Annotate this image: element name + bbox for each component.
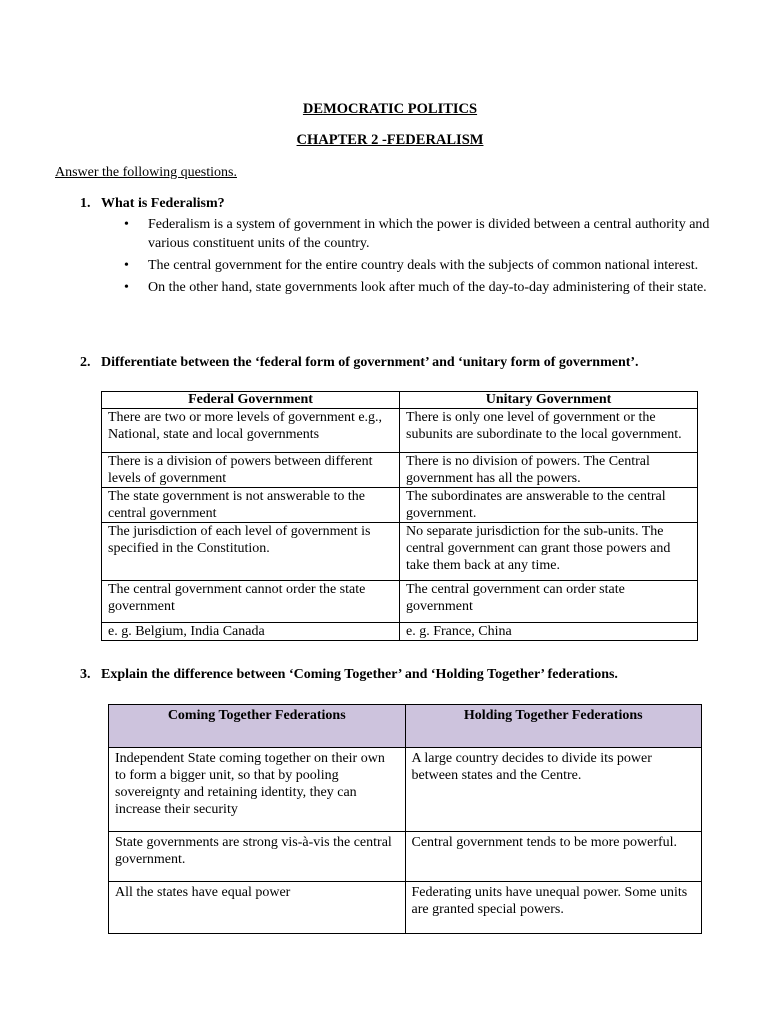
column-header: Coming Together Federations <box>109 705 406 748</box>
table-cell: e. g. France, China <box>400 623 698 641</box>
question-text: What is Federalism? <box>101 196 225 211</box>
table-cell: There is no division of powers. The Central government has all the powers. <box>400 453 698 488</box>
coming-vs-holding-together-table <box>108 704 702 934</box>
table-cell: e. g. Belgium, India Canada <box>102 623 400 641</box>
chapter-title: CHAPTER 2 -FEDERALISM <box>296 132 484 148</box>
table-cell: The central government cannot order the state government <box>102 581 400 623</box>
table-header-row <box>102 392 698 409</box>
table-row <box>109 882 702 934</box>
question-text: Explain the difference between ‘Coming Together’ and ‘Holding Together’ federations. <box>101 667 618 682</box>
table-row <box>109 832 702 882</box>
table-cell: Federating units have unequal power. Some units are granted special powers. <box>405 882 702 934</box>
table-cell: Independent State coming together on their own to form a bigger unit, so that by pooling sovereignty and retaining identity, they can increase their security <box>109 748 406 832</box>
answer-bullet-list <box>122 215 712 300</box>
table-row <box>102 581 698 623</box>
table-row <box>102 523 698 581</box>
question-number: 2. <box>80 355 91 370</box>
question-number: 1. <box>80 196 91 211</box>
question-3 <box>80 666 618 683</box>
table-row <box>102 623 698 641</box>
column-header: Unitary Government <box>400 392 698 409</box>
federal-vs-unitary-table <box>101 391 698 641</box>
table-cell: The jurisdiction of each level of government is specified in the Constitution. <box>102 523 400 581</box>
table-cell: State governments are strong vis-à-vis the central government. <box>109 832 406 882</box>
question-text: Differentiate between the ‘federal form of government’ and ‘unitary form of government’. <box>101 355 639 370</box>
document-title: DEMOCRATIC POLITICS <box>302 101 478 117</box>
table-header-row <box>109 705 702 748</box>
question-number: 3. <box>80 667 91 682</box>
column-header: Federal Government <box>102 392 400 409</box>
table-cell: There is a division of powers between different levels of government <box>102 453 400 488</box>
table-cell: The subordinates are answerable to the central government. <box>400 488 698 523</box>
bullet-item: • On the other hand, state governments look after much of the day-to-day administering of their state. <box>122 278 712 297</box>
table-cell: All the states have equal power <box>109 882 406 934</box>
table-row <box>102 409 698 453</box>
table-row <box>102 453 698 488</box>
table-row <box>109 748 702 832</box>
table-cell: There are two or more levels of government e.g., National, state and local governments <box>102 409 400 453</box>
bullet-item: • Federalism is a system of government in which the power is divided between a central authority and various constituent units of the country. <box>122 215 712 253</box>
bullet-item: • The central government for the entire country deals with the subjects of common national interest. <box>122 256 712 275</box>
table-row <box>102 488 698 523</box>
column-header: Holding Together Federations <box>405 705 702 748</box>
table-cell: The central government can order state government <box>400 581 698 623</box>
table-cell: There is only one level of government or the subunits are subordinate to the local government. <box>400 409 698 453</box>
instruction-text: Answer the following questions. <box>55 165 237 180</box>
question-1 <box>80 195 225 212</box>
table-cell: No separate jurisdiction for the sub-units. The central government can grant those powers and take them back at any time. <box>400 523 698 581</box>
table-cell: Central government tends to be more powerful. <box>405 832 702 882</box>
table-cell: A large country decides to divide its power between states and the Centre. <box>405 748 702 832</box>
question-2 <box>80 354 639 371</box>
table-cell: The state government is not answerable to the central government <box>102 488 400 523</box>
